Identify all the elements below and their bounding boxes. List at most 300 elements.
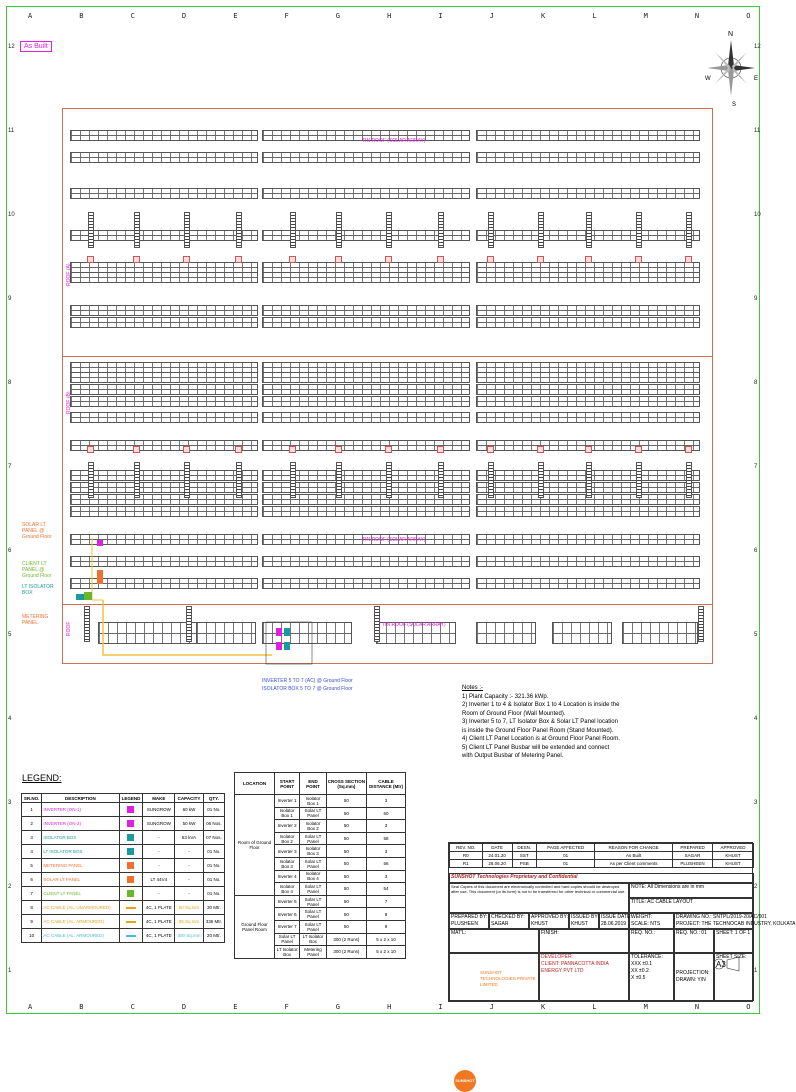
revision-header: APPROVED [713, 844, 754, 852]
row-label: 1 [754, 968, 758, 974]
cable-cell: 50 [326, 883, 366, 896]
cable-cell: 50 [326, 807, 366, 820]
row-label: 4 [754, 716, 758, 722]
cable-cell: 50 [326, 908, 366, 921]
roof-label-b: ROOF (B) [66, 391, 72, 414]
revision-cell: 01 [537, 852, 595, 860]
issued-by: KHUST [571, 921, 588, 927]
project-label: PROJECT: [676, 921, 701, 927]
cable-cell: Inverter 6 [275, 908, 300, 921]
legend-capacity: 50 kW [175, 817, 204, 831]
note-line: Room of Ground Floor (Wall Mounted). [462, 710, 566, 717]
roof-label-c: ROOF [66, 621, 72, 636]
row-label: 6 [8, 548, 12, 554]
row-label: 3 [8, 800, 12, 806]
column-label: N [694, 12, 700, 20]
row-label: 12 [8, 44, 15, 50]
column-label: F [284, 12, 289, 20]
column-label: J [489, 12, 494, 20]
issued-by-label: ISSUED BY: [571, 914, 599, 920]
row-label: 10 [8, 212, 15, 218]
row-label: 9 [8, 296, 12, 302]
drawn-label: DRAWN: [676, 977, 697, 983]
cable-cell: Isolator Box 1 [300, 795, 327, 808]
req-no-label-2: REQ. NO.: [676, 930, 700, 936]
row-label: 7 [754, 464, 758, 470]
client-lt-panel-label: CLIENT LT PANEL @ Ground Floor [22, 561, 52, 579]
legend-swatch [119, 887, 143, 901]
note-line: 5) Client LT Panel Busbar will be extended and connect [462, 744, 610, 751]
legend-capacity: 63 kVA [175, 831, 204, 845]
legend-sr: 9 [22, 915, 42, 929]
cable-cell: Isolator Box 3 [275, 857, 300, 870]
drawing-no-label: DRAWING NO.: [676, 914, 712, 920]
legend-swatch [119, 831, 143, 845]
legend-make: SUNGROW [143, 817, 175, 831]
cable-cell: 7 [367, 895, 406, 908]
compass-east: E [754, 76, 759, 82]
revision-cell: As per Client comments [595, 860, 673, 868]
revision-cell: 01 [537, 860, 595, 868]
cable-cell: 50 [326, 795, 366, 808]
column-label: D [181, 12, 187, 20]
legend-capacity: - [175, 845, 204, 859]
legend-sr: 8 [22, 901, 42, 915]
revision-cell: 28.06.20 [482, 860, 512, 868]
legend-swatch-icon [127, 834, 134, 841]
revision-cell: 24.01.20 [482, 852, 512, 860]
roof-label-a: ROOF (A) [66, 263, 72, 286]
sheet-size-label: SHEET SIZE: [716, 954, 747, 960]
legend-capacity: 300 Sq.mm [175, 929, 204, 943]
cable-row [235, 795, 406, 808]
legend-qty: 01 No. [203, 873, 224, 887]
notes-title: Notes :- [462, 685, 484, 691]
cable-cell: Solar LT Panel [300, 832, 327, 845]
finish-label: FINISH: [539, 929, 629, 953]
revision-row [450, 852, 754, 860]
column-label: O [746, 12, 751, 20]
revision-cell: PLUSHEEN [673, 860, 713, 868]
prepared-by-label: PREPARED BY: [451, 914, 488, 920]
legend-make: SUNGROW [143, 803, 175, 817]
cable-cell: LT Isolator Box [275, 946, 300, 959]
legend-qty: 336 Mtr. [203, 915, 224, 929]
row-label: 1 [8, 968, 12, 974]
legend-row [22, 901, 225, 915]
legend-swatch-icon [127, 890, 134, 897]
column-label: M [643, 1003, 648, 1011]
cable-cell: Isolator Box 3 [300, 845, 327, 858]
column-label: K [541, 12, 546, 20]
legend-description: AC CABLE (AL. UNARMOURED) [42, 901, 119, 915]
revision-header: REV. NO. [450, 844, 483, 852]
tolerance-label: TOLERANCE: [631, 954, 663, 960]
cable-cell: Isolator Box 4 [300, 870, 327, 883]
legend-row [22, 915, 225, 929]
row-label: 8 [754, 380, 758, 386]
note-line: 2) Inverter 1 to 4 & Isolator Box 1 to 4 Location is inside the [462, 702, 620, 708]
legend-make: 4C, 1 PLATE [143, 915, 175, 929]
note-line: 3) Inverter 5 to 7, LT Isolator Box & Solar LT Panel location [462, 719, 618, 725]
revision-header: DATE [482, 844, 512, 852]
legend-make: - [143, 845, 175, 859]
legend-qty: 20 Mtr. [203, 929, 224, 943]
legend-title: LEGEND: [22, 773, 62, 783]
legend-make: 4C, 1 PLATE [143, 901, 175, 915]
legend-swatch-icon [127, 820, 134, 827]
legend-sr: 2 [22, 817, 42, 831]
cable-header: LOCATION [235, 773, 275, 795]
cable-row [235, 895, 406, 908]
legend-make: - [143, 887, 175, 901]
revision-header: DESN. [512, 844, 536, 852]
notes-block [462, 684, 662, 761]
legend-swatch [119, 859, 143, 873]
sheet: 1 OF 1 [734, 930, 751, 936]
legend-swatch [119, 845, 143, 859]
legend-header: DESCRIPTION [42, 794, 119, 803]
cable-cell: 50 [326, 895, 366, 908]
sheet-label: SHEET: [716, 930, 734, 936]
column-label: B [79, 12, 84, 20]
cable-cell: 300 (2 Runs) [326, 946, 366, 959]
revision-cell: KHUST [713, 860, 754, 868]
compass-north: N [728, 31, 734, 38]
cable-header: END POINT [300, 773, 327, 795]
legend-description: ISOLATOR BOX [42, 831, 119, 845]
legend-row [22, 873, 225, 887]
row-label: 11 [8, 128, 15, 134]
title-block [448, 842, 796, 1083]
legend-capacity: - [175, 859, 204, 873]
company-block [449, 953, 539, 1083]
legend-description: INVERTER (ON-1) [42, 803, 119, 817]
cable-cell: 5 x 2 x 10 [367, 933, 406, 946]
legend-header: SR.NO. [22, 794, 42, 803]
column-label: E [233, 1003, 238, 1011]
revision-cell: SST [512, 852, 536, 860]
column-label: I [438, 12, 443, 20]
compass-west: W [705, 76, 711, 82]
scale: NTS [650, 921, 661, 927]
legend-row [22, 859, 225, 873]
legend-capacity: - [175, 873, 204, 887]
cable-cell: LT Isolator Box [300, 933, 327, 946]
column-label: G [335, 12, 341, 20]
legend-row [22, 845, 225, 859]
legend-capacity: - [175, 887, 204, 901]
row-label: 5 [754, 632, 758, 638]
legend-swatch-icon [126, 935, 136, 937]
column-label: B [79, 1003, 84, 1011]
cable-cell: 50 [326, 832, 366, 845]
legend-capacity: 50 Sq.mm [175, 901, 204, 915]
legend-qty: 01 No. [203, 845, 224, 859]
column-label: G [335, 1003, 341, 1011]
legend-header: CAPACITY [175, 794, 204, 803]
legend-qty: 07 Nos. [203, 831, 224, 845]
cable-location: Ground Floor Panel Room [235, 895, 275, 958]
row-label: 6 [754, 548, 758, 554]
sheet-size: A3 [716, 960, 726, 969]
inverter-location-label-2: ISOLATOR BOX 5 TO 7 @ Ground Floor [262, 686, 353, 692]
cable-cell: 54 [367, 883, 406, 896]
cable-cell: 50 [326, 870, 366, 883]
legend-sr: 3 [22, 831, 42, 845]
cable-cell: 56 [367, 857, 406, 870]
req-no: 01 [701, 930, 707, 936]
legend-make: LT 44V4 [143, 873, 175, 887]
column-label: A [28, 12, 33, 20]
disclaimer: Seal Copies of this document are electronically controlled and hard copies should be destroyed after use. This document (or its form) is not to be transferred for other technical or commercial use. [449, 883, 629, 913]
legend-swatch [119, 901, 143, 915]
cable-cell: Isolator Box 2 [300, 820, 327, 833]
cable-cell: 50 [326, 857, 366, 870]
cable-header: CABLE DISTANCE (Mtr) [367, 773, 406, 795]
legend-qty: 01 No. [203, 887, 224, 901]
legend-description: LT ISOLATOR BOX [42, 845, 119, 859]
legend-description: AC CABLE (AL. ARMOURED) [42, 929, 119, 943]
legend-header: QTY. [203, 794, 224, 803]
legend-swatch [119, 803, 143, 817]
legend-swatch-icon [126, 907, 136, 909]
cable-cell: 58 [367, 832, 406, 845]
cable-cell: Solar LT Panel [300, 857, 327, 870]
inverter-location-label-1: INVERTER 5 TO 7 (AC) @ Ground Floor [262, 678, 353, 684]
cable-cell: Metering Panel [300, 946, 327, 959]
cable-cell: Solar LT Panel [300, 908, 327, 921]
legend-swatch-icon [127, 862, 134, 869]
legend-description: METERING PANEL [42, 859, 119, 873]
lt-isolator-label: LT ISOLATOR BOX [22, 584, 54, 596]
legend-sr: 4 [22, 845, 42, 859]
column-label: N [694, 1003, 700, 1011]
compass-south: S [732, 102, 737, 108]
row-label: 7 [8, 464, 12, 470]
cable-cell: Inverter 5 [275, 895, 300, 908]
cable-cell: Solar LT Panel [300, 883, 327, 896]
column-label: L [592, 12, 597, 20]
legend-sr: 1 [22, 803, 42, 817]
row-label: 4 [8, 716, 12, 722]
row-label: 2 [754, 884, 758, 890]
legend-swatch [119, 873, 143, 887]
cable-cell: Solar LT Panel [300, 895, 327, 908]
cable-cell: 5 x 2 x 10 [367, 946, 406, 959]
legend-row [22, 803, 225, 817]
developer-label: DEVELOPER: [541, 954, 573, 960]
row-label: 8 [8, 380, 12, 386]
checked-by-label: CHECKED BY: [491, 914, 525, 920]
revision-cell: KHUST [713, 852, 754, 860]
legend-row [22, 929, 225, 943]
revision-header: PAGE AFFECTED [537, 844, 595, 852]
cable-cell: 3 [367, 845, 406, 858]
scale-label: SCALE: [631, 921, 649, 927]
legend-qty: 01 No. [203, 803, 224, 817]
array-label-top: TIN ROOF (SOLAR ARRAY) [362, 138, 426, 144]
legend-sr: 7 [22, 887, 42, 901]
legend-make: 4C, 1 PLATE [143, 929, 175, 943]
revision-table [449, 843, 754, 868]
row-label: 3 [754, 800, 758, 806]
solar-lt-panel-label: SOLAR LT PANEL @ Ground Floor [22, 522, 52, 540]
cable-cell: Inverter 2 [275, 820, 300, 833]
material-label: MAT'L: [449, 929, 539, 953]
column-label: E [233, 12, 238, 20]
cable-cell: Inverter 3 [275, 845, 300, 858]
legend-description: SOLAR LT PANEL [42, 873, 119, 887]
cable-cell: Solar LT Panel [275, 933, 300, 946]
column-label: F [284, 1003, 289, 1011]
revision-header: REASON FOR CHANGE [595, 844, 673, 852]
legend-qty: 30 Mtr. [203, 901, 224, 915]
legend-description: AC CABLE (AL. ARMOURED) [42, 915, 119, 929]
legend-swatch [119, 817, 143, 831]
note-line: with Output Busbar of Metering Panel. [462, 753, 564, 759]
legend-description: CLIENT LT PANEL [42, 887, 119, 901]
cable-cell: 50 [326, 920, 366, 933]
checked-by: SAGAR [491, 921, 509, 927]
legend-row [22, 831, 225, 845]
cable-schedule-table [234, 772, 406, 959]
column-label: M [643, 12, 648, 20]
projection-label: PROJECTION: [676, 970, 710, 976]
column-label: A [28, 1003, 33, 1011]
approved-by: KHUST [531, 921, 548, 927]
column-label: O [746, 1003, 751, 1011]
cable-location: Room of Ground Floor [235, 795, 275, 896]
cable-cell: Inverter 4 [275, 870, 300, 883]
tolerance-line: X ±0.5 [631, 975, 646, 981]
tolerance-block [629, 953, 674, 1001]
column-label: I [438, 1003, 443, 1011]
weight-label: WEIGHT: [631, 914, 652, 920]
issue-date-label: ISSUE DATE: [601, 914, 632, 920]
title-label: TITLE: [631, 899, 647, 905]
cable-cell: Solar LT Panel [300, 807, 327, 820]
legend-make: - [143, 831, 175, 845]
column-label: H [387, 1003, 392, 1011]
column-label: L [592, 1003, 597, 1011]
cable-cell: 9 [367, 920, 406, 933]
cable-cell: 50 [326, 845, 366, 858]
array-label-middle: TIN ROOF (SOLAR ARRAY) [362, 537, 426, 543]
legend-qty: 06 Nos. [203, 817, 224, 831]
drawing-no: SNTPL/2019-20/AC/001 [713, 914, 767, 920]
row-label: 5 [8, 632, 12, 638]
array-label-bottom: TIN ROOF (SOLAR ARRAY) [382, 622, 446, 628]
legend-swatch [119, 915, 143, 929]
cable-cell: 3 [367, 870, 406, 883]
revision-cell: R0 [450, 852, 483, 860]
cable-cell: 50 [326, 820, 366, 833]
legend-swatch-icon [126, 921, 136, 923]
tolerance-line: XXX ±0.1 [631, 961, 653, 967]
legend-qty: 01 No. [203, 859, 224, 873]
cable-cell: 300 (2 Runs) [326, 933, 366, 946]
cable-header: START POINT [275, 773, 300, 795]
legend-table [21, 793, 225, 943]
cable-cell: Inverter 1 [275, 795, 300, 808]
column-label: D [181, 1003, 187, 1011]
cable-cell: Inverter 7 [275, 920, 300, 933]
tolerance-line: XX ±0.2 [631, 968, 649, 974]
revision-tag: As Built [20, 41, 52, 52]
legend-swatch [119, 929, 143, 943]
prepared-by: PLUSHEEN [451, 921, 478, 927]
issue-date: 28.06.2019 [601, 921, 627, 927]
legend-swatch-icon [127, 848, 134, 855]
cable-cell: 60 [367, 807, 406, 820]
cable-cell: 3 [367, 820, 406, 833]
row-label: 2 [8, 884, 12, 890]
legend-description: INVERTER (ON-2) [42, 817, 119, 831]
cable-cell: 3 [367, 795, 406, 808]
drawing-title: AC CABLE LAYOUT [647, 899, 693, 905]
row-label: 11 [754, 128, 761, 134]
revision-cell: R1 [450, 860, 483, 868]
company-name: SUNSHOT TECHNOLOGIES PRIVATE LIMITED [480, 970, 536, 987]
legend-sr: 10 [22, 929, 42, 943]
legend-sr: 6 [22, 873, 42, 887]
legend-header: MAKE [143, 794, 175, 803]
revision-row [450, 860, 754, 868]
revision-cell: As Built [595, 852, 673, 860]
legend-swatch-icon [127, 876, 134, 883]
column-label: H [387, 12, 392, 20]
company-logo: SUNSHOT [454, 1070, 476, 1092]
cable-cell: Solar LT Panel [300, 920, 327, 933]
drawn: Y/N [697, 977, 706, 983]
column-label: J [489, 1003, 494, 1011]
row-label: 10 [754, 212, 761, 218]
cable-cell: Isolator Box 1 [275, 807, 300, 820]
project: THE TECHNOCAB INDUSTRY, KOLKATA [701, 921, 796, 927]
client-label: CLIENT: [541, 961, 560, 967]
metering-panel-label: METERING PANEL [22, 614, 49, 626]
req-no-label: REQ. NO.: [629, 929, 674, 953]
legend-capacity: 60 kW [175, 803, 204, 817]
note-line: 4) Client LT Panel Location is at Ground Floor Panel Room. [462, 736, 620, 742]
legend-row [22, 817, 225, 831]
revision-header: PREPARED [673, 844, 713, 852]
cable-cell: Isolator Box 2 [275, 832, 300, 845]
column-label: C [130, 1003, 135, 1011]
cable-header: CROSS SECTION (Sq.mm) [326, 773, 366, 795]
legend-swatch-icon [127, 806, 134, 813]
dimension-note: NOTE: All Dimensions are in mm [629, 883, 754, 898]
cable-cell: Isolator Box 4 [275, 883, 300, 896]
legend-header: LEGEND [119, 794, 143, 803]
note-line: is inside the Ground Floor Panel Room (Stand Mounted). [462, 727, 614, 734]
row-label: 12 [754, 44, 761, 50]
cable-cell: 8 [367, 908, 406, 921]
legend-row [22, 887, 225, 901]
revision-cell: PSB [512, 860, 536, 868]
column-label: K [541, 1003, 546, 1011]
legend-make: - [143, 859, 175, 873]
legend-capacity: 95 Sq.mm [175, 915, 204, 929]
note-line: 1) Plant Capacity :- 321.36 kWp. [462, 693, 549, 700]
approved-by-label: APPROVED BY: [531, 914, 568, 920]
proprietary-notice: SUNSHOT Technologies Proprietary and Confidential [449, 873, 754, 883]
column-label: C [130, 12, 135, 20]
client: PANNACOTTA INDIA ENERGY PVT LTD [541, 961, 609, 974]
revision-cell: SAGAR [673, 852, 713, 860]
row-label: 9 [754, 296, 758, 302]
